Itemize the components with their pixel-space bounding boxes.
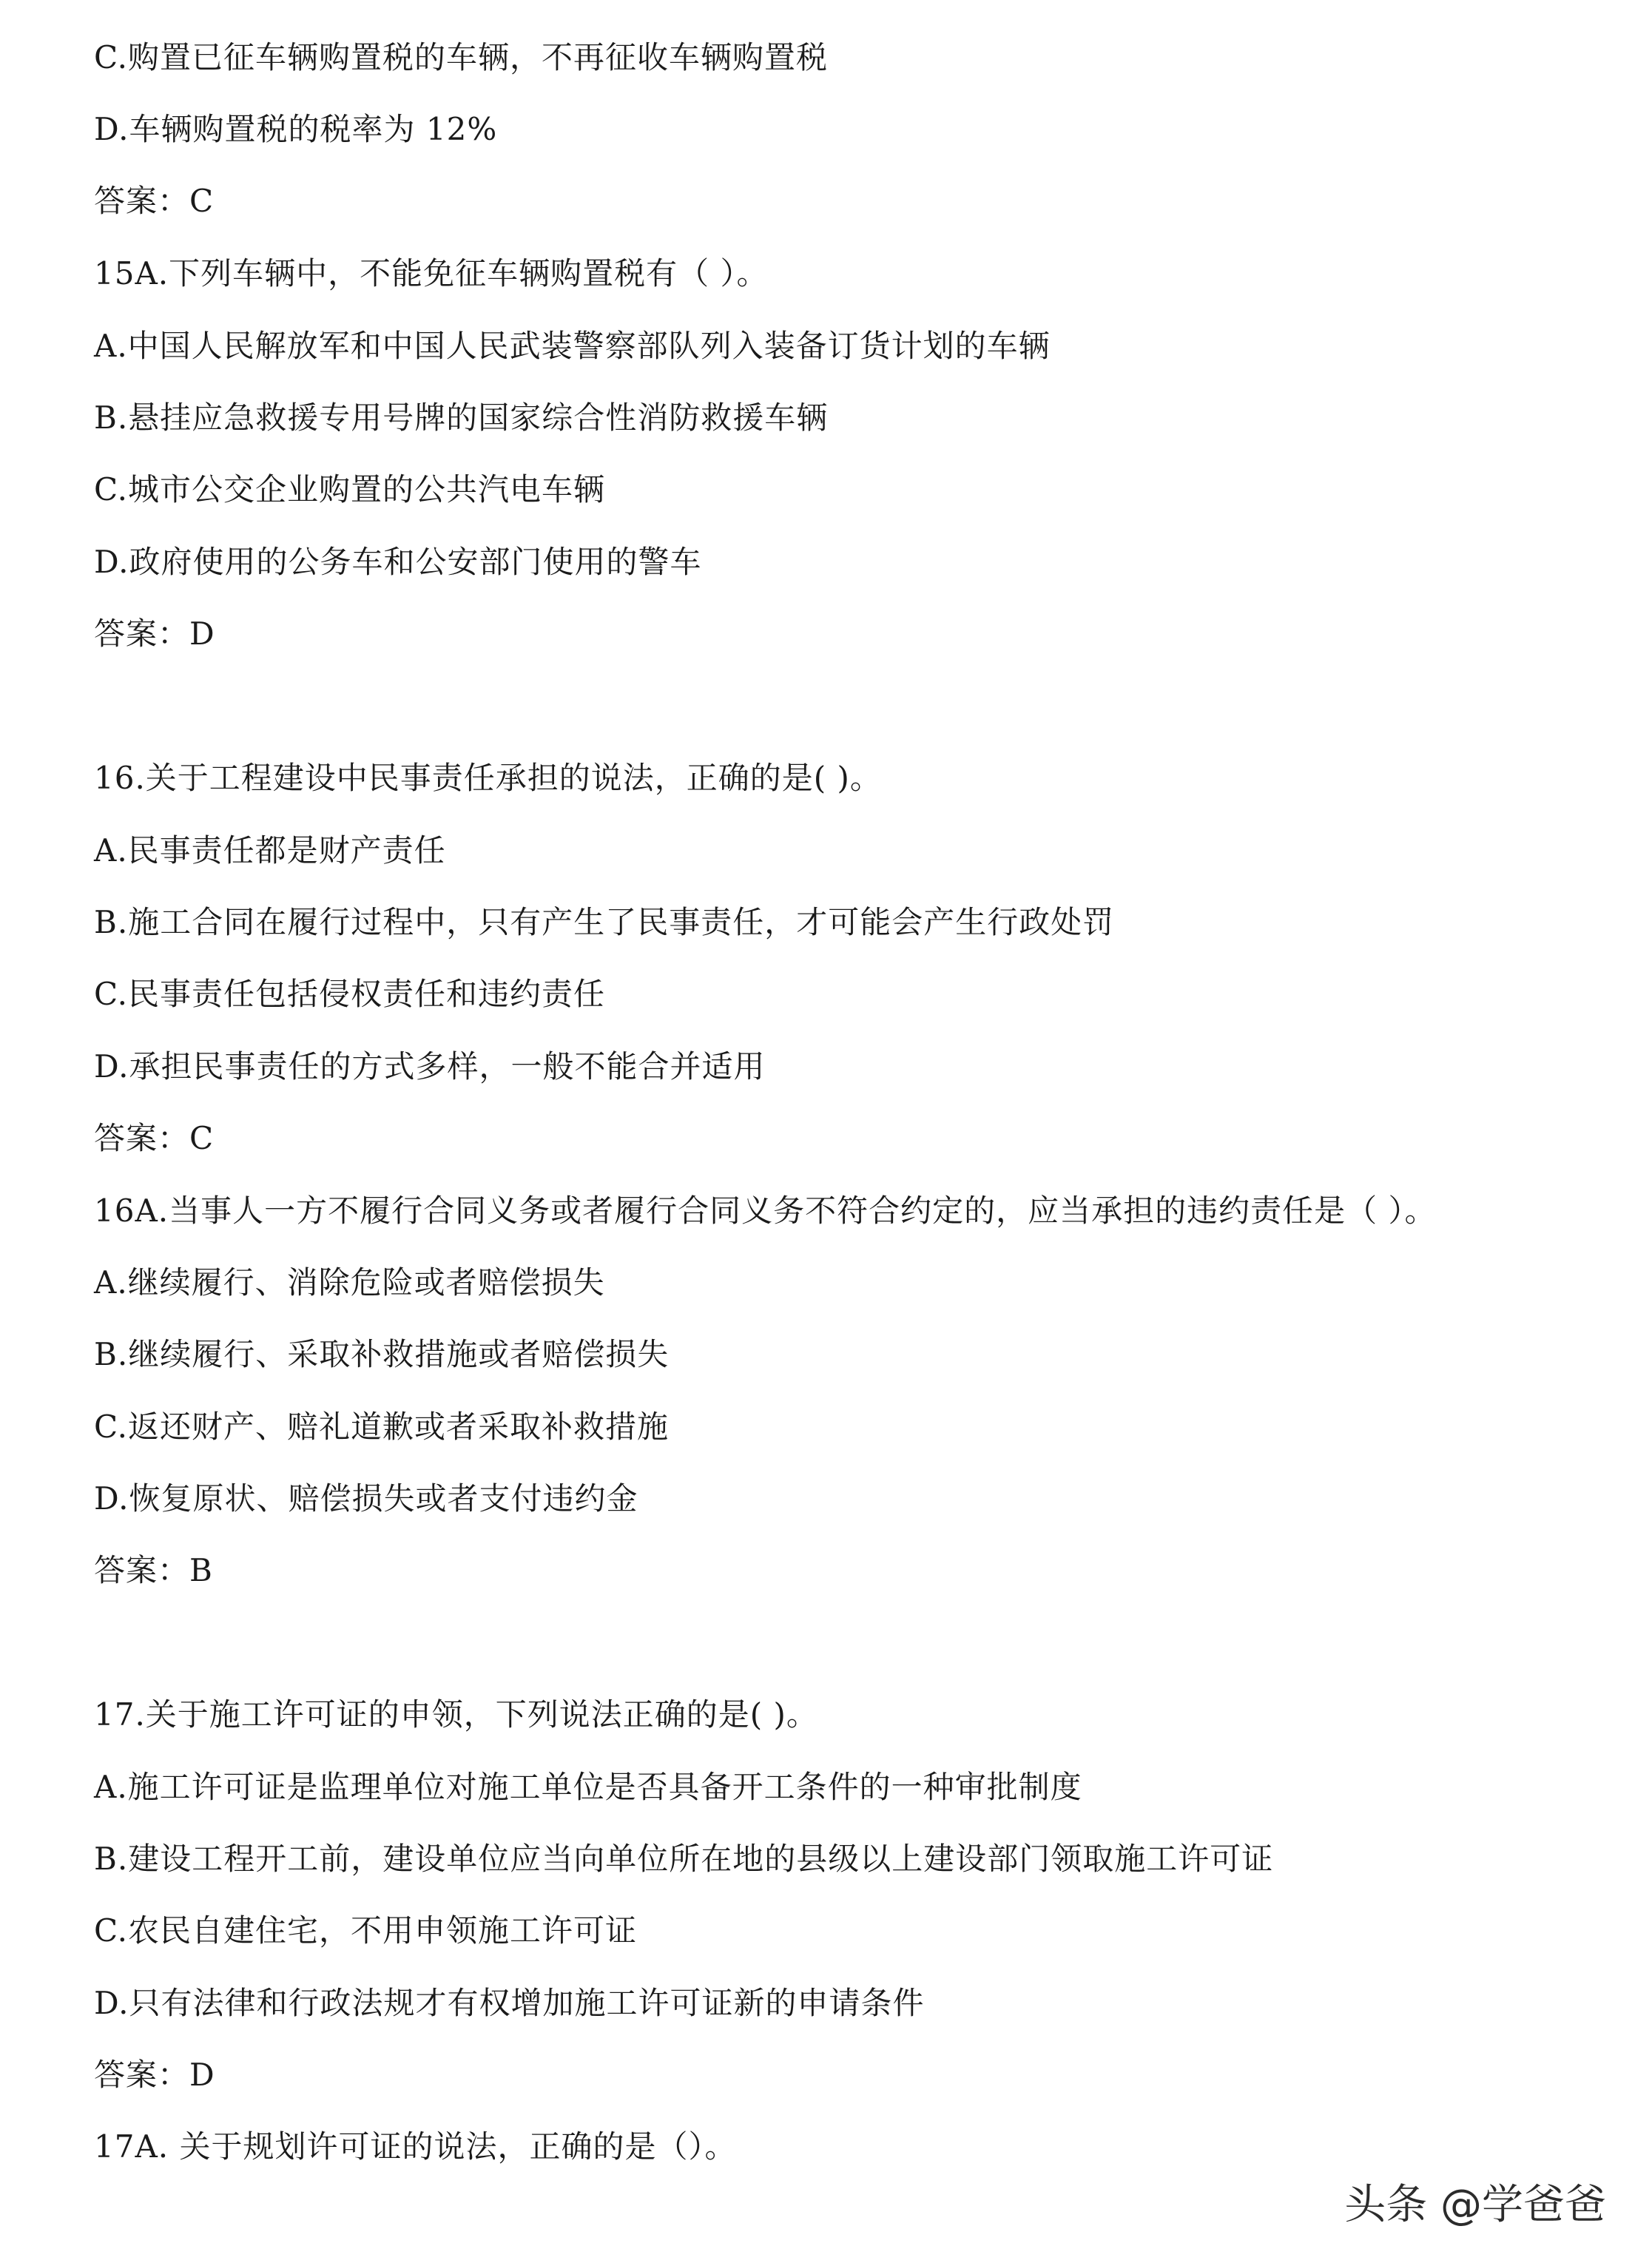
- option-a-q16a: A.继续履行、消除危险或者赔偿损失: [94, 1264, 605, 1301]
- option-c-q15a: C.城市公交企业购置的公共汽电车辆: [94, 471, 605, 507]
- option-b-q17: B.建设工程开工前，建设单位应当向单位所在地的县级以上建设部门领取施工许可证: [94, 1841, 1274, 1877]
- answer-q16a: 答案：B: [94, 1552, 213, 1588]
- option-a-q15a: A.中国人民解放军和中国人民武装警察部队列入装备订货计划的车辆: [94, 328, 1051, 364]
- watermark-text: 头条 @学爸爸: [1344, 2181, 1606, 2229]
- question-16: 16.关于工程建设中民事责任承担的说法，正确的是( )。: [94, 760, 882, 796]
- answer-q15a: 答案：D: [94, 616, 215, 652]
- question-15a: 15A.下列车辆中，不能免征车辆购置税有（ ）。: [94, 255, 769, 291]
- option-d-q17: D.只有法律和行政法规才有权增加施工许可证新的申请条件: [94, 1985, 925, 2021]
- option-c-q17: C.农民自建住宅，不用申领施工许可证: [94, 1912, 637, 1949]
- option-d-q16a: D.恢复原状、赔偿损失或者支付违约金: [94, 1480, 638, 1517]
- option-b-q16: B.施工合同在履行过程中，只有产生了民事责任，才可能会产生行政处罚: [94, 904, 1115, 940]
- option-b-q16a: B.继续履行、采取补救措施或者赔偿损失: [94, 1336, 670, 1372]
- answer-q16: 答案：C: [94, 1120, 215, 1156]
- answer-q17: 答案：D: [94, 2057, 215, 2093]
- question-17a: 17A. 关于规划许可证的说法，正确的是（）。: [94, 2128, 737, 2165]
- option-d-q16: D.承担民事责任的方式多样，一般不能合并适用: [94, 1048, 766, 1085]
- option-c-q16: C.民事责任包括侵权责任和违约责任: [94, 976, 605, 1012]
- option-a-q17: A.施工许可证是监理单位对施工单位是否具备开工条件的一种审批制度: [94, 1769, 1082, 1805]
- option-c-q16a: C.返还财产、赔礼道歉或者采取补救措施: [94, 1409, 669, 1445]
- question-16a: 16A.当事人一方不履行合同义务或者履行合同义务不符合约定的，应当承担的违约责任是（ ）。: [94, 1193, 1437, 1229]
- option-d-q15a: D.政府使用的公务车和公安部门使用的警车: [94, 544, 702, 580]
- option-d-q15: D.车辆购置税的税率为 12%: [94, 111, 498, 147]
- option-a-q16: A.民事责任都是财产责任: [94, 832, 446, 869]
- option-b-q15a: B.悬挂应急救援专用号牌的国家综合性消防救援车辆: [94, 399, 829, 436]
- option-c-q15: C.购置已征车辆购置税的车辆，不再征收车辆购置税: [94, 39, 828, 75]
- answer-q15: 答案：C: [94, 183, 215, 219]
- question-17: 17.关于施工许可证的申领，下列说法正确的是( )。: [94, 1696, 818, 1733]
